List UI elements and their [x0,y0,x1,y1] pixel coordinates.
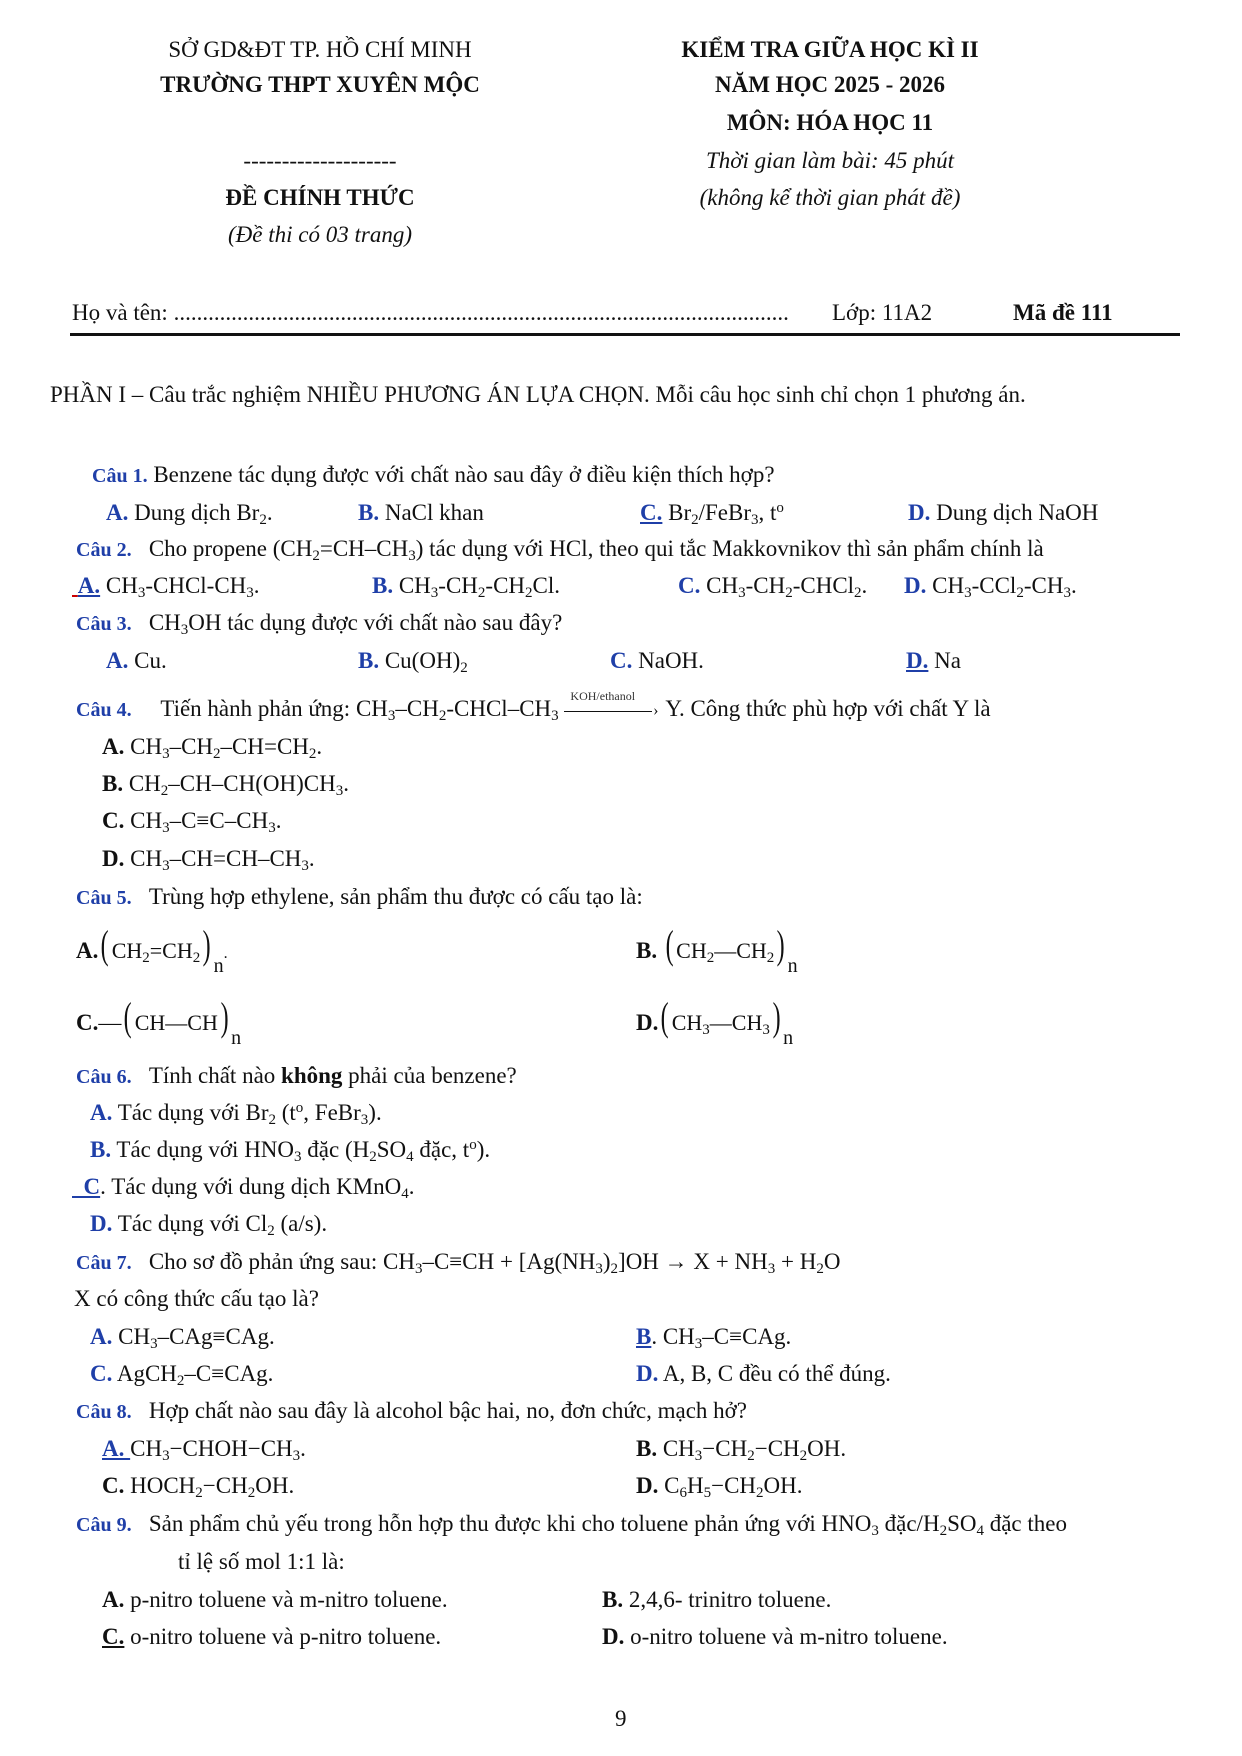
q6-option-b: B. Tác dụng với $HNO_3$ đặc ($H_2SO_4$ đặc, $t^o$). [90,1137,491,1165]
page-number: 9 [615,1706,627,1731]
school-year: NĂM HỌC 2025 - 2026 [715,72,945,97]
q1-option-d: D. Dung dịch NaOH [908,500,1099,525]
question-9: Câu 9. Sản phẩm chủ yếu trong hỗn hợp thu được khi cho toluene phản ứng với $HNO_3$ đặc/$H_2SO_4$ đặc theo [76,1511,1067,1539]
q6-option-c: C. Tác dụng với dung dịch KMnO$_4$. [72,1174,415,1202]
q1-option-b: B. NaCl khan [358,500,484,525]
header-divider [70,333,1180,336]
q5-option-a: A.( $CH_2=CH_2$) $_n$. [76,922,228,977]
reaction-arrow: KOH/ethanol › [564,701,660,721]
exam-duration: Thời gian làm bài: 45 phút [705,148,955,173]
q9-option-d: D. o-nitro toluene và m-nitro toluene. [602,1624,948,1649]
q5-option-b: B. ( $CH_2—CH_2$) $_n$ [636,922,798,977]
class-label: Lớp: 11A2 [832,300,933,325]
q9-option-a: A. p-nitro toluene và m-nitro toluene. [102,1587,448,1612]
header-dashes: -------------------- [243,148,397,173]
q4-option-d: D. $CH_3-CH=CH-CH_3$. [102,846,315,874]
q7-option-c: C. AgCH$_2$–C≡CAg. [90,1361,274,1389]
q7-option-a: A. $CH_3-CAg\equiv CAg$. [90,1324,275,1352]
page-count-note: (Đề thi có 03 trang) [228,222,412,247]
q3-option-b: B. $Cu(OH)_2$ [358,648,468,676]
q9-option-b: B. 2,4,6- trinitro toluene. [602,1587,832,1612]
q5-option-d: D.( $CH_3—CH_3$) $_n$ [636,994,794,1049]
q8-option-b: B. $CH_3-CH_2-CH_2OH$. [636,1436,847,1464]
q3-option-c: C. NaOH. [610,648,704,673]
question-6: Câu 6. Tính chất nào không phải của benzene? [76,1063,517,1088]
question-4: Câu 4. Tiến hành phản ứng: $CH_3-CH_2-CHCl-CH_3$ KOH/ethanol › Y. Công thức phù hợp với chất Y là [76,688,991,724]
part-one-heading: PHẦN I – Câu trắc nghiệm NHIỀU PHƯƠNG ÁN LỰA CHỌN. Mỗi câu học sinh chỉ chọn 1 phương án. [50,382,1026,407]
question-5: Câu 5. Trùng hợp ethylene, sản phẩm thu được có cấu tạo là: [76,884,643,909]
subject: MÔN: HÓA HỌC 11 [726,110,934,135]
question-8: Câu 8. Hợp chất nào sau đây là alcohol bậc hai, no, đơn chức, mạch hở? [76,1398,748,1423]
q6-option-a: A. Tác dụng với $Br_2$ ($t^o$, FeBr$_3$). [90,1100,382,1128]
question-1: Câu 1. Benzene tác dụng được với chất nào sau đây ở điều kiện thích hợp? [92,462,775,487]
q6-option-d: D. Tác dụng với $Cl_2$ (a/s). [90,1211,328,1239]
school-department: SỞ GD&ĐT TP. HỒ CHÍ MINH [168,37,472,62]
q2-option-b: B. $CH_3-CH_2-CH_2Cl$. [372,573,561,601]
q8-option-a: A. $CH_3-CHOH-CH_3$. [102,1436,306,1464]
question-7: Câu 7. Cho sơ đồ phản ứng sau: $CH_3-C\equiv CH + [Ag(NH_3)_2]OH \to X + NH_3 + H_2O$ [76,1249,841,1277]
school-name: TRƯỜNG THPT XUYÊN MỘC [160,72,480,97]
question-2: Câu 2. Cho propene $(CH_2=CH-CH_3)$ tác dụng với HCl, theo qui tắc Makkovnikov thì sản phẩm chính là [76,536,1044,564]
exam-code: Mã đề 111 [1013,300,1113,325]
q4-option-c: C. $CH_3-C\equiv C-CH_3$. [102,808,282,836]
q2-option-a: A. $CH_3-CHCl-CH_3$. [77,573,260,601]
q1-option-c: C. $Br_2/FeBr_3$, $t^o$ [640,500,784,528]
q9-line2: tỉ lệ số mol 1:1 là: [178,1549,345,1574]
q3-option-a: A. Cu. [106,648,167,673]
q4-option-a: A. $CH_3-CH_2-CH=CH_2$. [102,734,323,762]
exam-title: KIỂM TRA GIỮA HỌC KÌ II [681,37,979,62]
q7-line2: X có công thức cấu tạo là? [74,1286,319,1311]
q9-option-c: C. o-nitro toluene và p-nitro toluene. [102,1624,442,1649]
q2-option-d: D. $CH_3-CCl_2-CH_3$. [904,573,1077,601]
official-exam-label: ĐỀ CHÍNH THỨC [225,185,415,210]
q4-option-b: B. $CH_2-CH-CH(OH)CH_3$. [102,771,349,799]
q2-option-c: C. $CH_3-CH_2-CHCl_2$. [678,573,868,601]
q8-option-c: C. $HOCH_2-CH_2OH$. [102,1473,295,1501]
q5-option-c: C.—( CH—CH) $_n$ [76,994,242,1049]
question-3: Câu 3. $CH_3OH$ tác dụng được với chất nào sau đây? [76,610,563,638]
q7-option-b: B. $CH_3-C\equiv CAg$. [636,1324,792,1352]
exam-duration-note: (không kể thời gian phát đề) [699,185,961,210]
q7-option-d: D. A, B, C đều có thể đúng. [636,1361,891,1386]
student-name-field: Họ và tên: ........................................................................................................... [72,300,789,325]
q3-option-d: D. Na [906,648,961,673]
q8-option-d: D. $C_6H_5-CH_2OH$. [636,1473,803,1501]
q1-option-a: A. Dung dịch $Br_2$. [106,500,273,528]
